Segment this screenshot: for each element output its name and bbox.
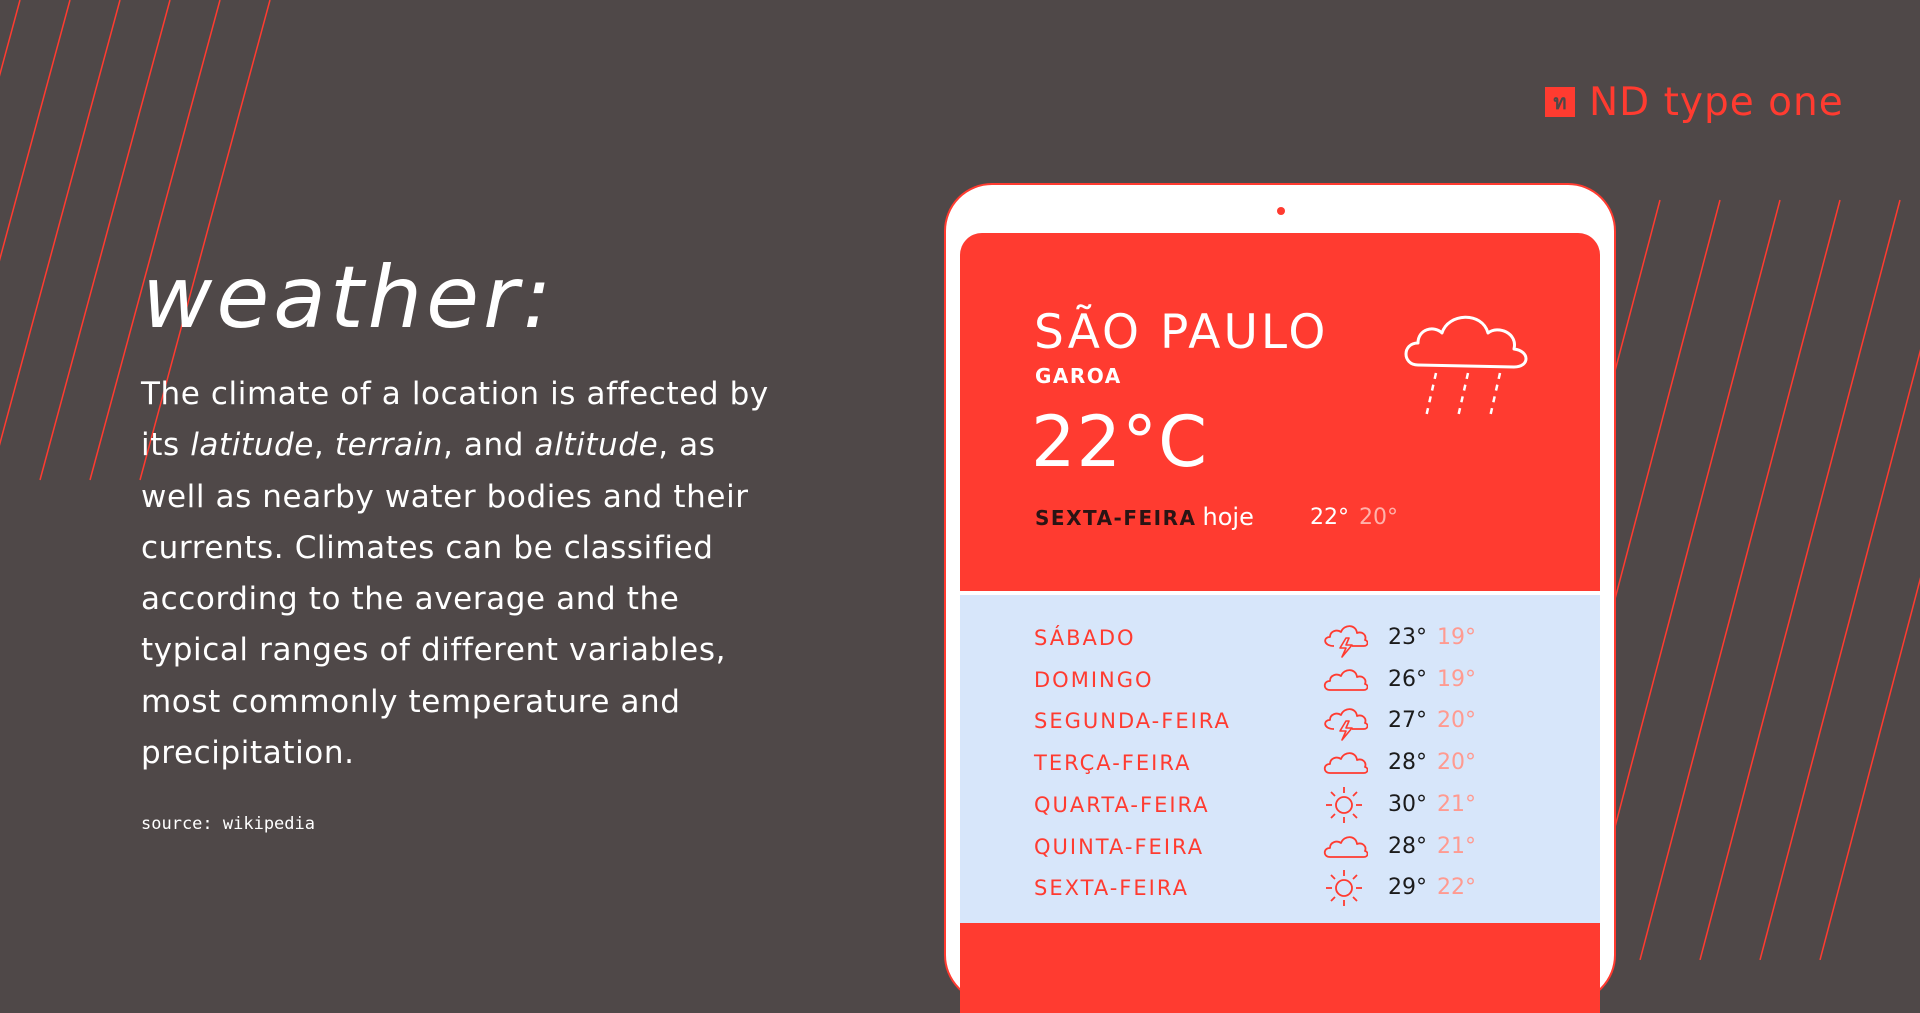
body-text-part: The climate of a location is affected by its <box>141 376 769 464</box>
rain-cloud-icon <box>1396 293 1536 423</box>
current-weather-panel <box>960 233 1600 591</box>
forecast-row <box>960 618 1600 658</box>
forecast-day: QUINTA-FEIRA <box>1034 834 1205 859</box>
forecast-row <box>960 701 1600 741</box>
forecast-high: 28° <box>1388 750 1427 776</box>
decorative-line <box>1760 200 1920 960</box>
thunderstorm-icon <box>1320 701 1368 745</box>
article-body <box>141 369 781 779</box>
forecast-day: SEXTA-FEIRA <box>1034 876 1189 901</box>
forecast-low: 21° <box>1437 833 1476 859</box>
today-low-temp: 20° <box>1359 505 1398 530</box>
body-text-part: , as well as nearby water bodies and their currents. Climates can be classified according to the average and the typical ranges of different variables, most commonly temperature and precipitation. <box>141 427 749 772</box>
forecast-low: 19° <box>1437 625 1476 650</box>
today-label: hoje <box>1202 503 1254 531</box>
tablet-camera <box>1277 207 1285 215</box>
forecast-row <box>960 827 1600 867</box>
body-text-part: , <box>313 427 335 464</box>
forecast-day: DOMINGO <box>1034 667 1154 692</box>
sun-icon <box>1320 868 1368 912</box>
forecast-row <box>960 785 1600 825</box>
forecast-high: 27° <box>1388 708 1427 734</box>
brand-name: ND type one <box>1589 79 1844 125</box>
weather-app-screen <box>960 233 1600 1013</box>
article-headline: weather: <box>142 248 556 348</box>
forecast-day: SÁBADO <box>1034 626 1136 650</box>
forecast-low: 20° <box>1437 708 1476 734</box>
cloud-icon <box>1320 660 1368 704</box>
current-temperature: 22°C <box>1031 401 1208 483</box>
weather-condition: GAROA <box>1035 364 1122 388</box>
cloud-icon <box>1320 743 1368 787</box>
forecast-day: TERÇA-FEIRA <box>1034 751 1192 776</box>
today-day-name: SEXTA-FEIRA <box>1035 506 1197 530</box>
forecast-row <box>960 743 1600 783</box>
tablet-device <box>944 183 1616 1003</box>
forecast-low: 19° <box>1437 666 1476 692</box>
forecast-low: 20° <box>1437 750 1476 776</box>
forecast-high: 23° <box>1388 625 1427 650</box>
source-credit: source: wikipedia <box>141 814 315 834</box>
body-italic-terrain: terrain <box>334 427 444 464</box>
brand-logo <box>1545 80 1844 124</box>
cloud-icon <box>1320 827 1368 871</box>
body-italic-altitude: altitude <box>534 427 659 464</box>
decorative-line <box>1640 200 1840 960</box>
today-row <box>1035 503 1254 531</box>
brand-mark-icon: ท <box>1545 87 1575 117</box>
forecast-low: 22° <box>1437 875 1476 901</box>
forecast-high: 28° <box>1388 833 1427 859</box>
forecast-high: 26° <box>1388 666 1427 692</box>
forecast-high: 29° <box>1388 875 1427 901</box>
body-italic-latitude: latitude <box>190 427 314 464</box>
forecast-day: QUARTA-FEIRA <box>1034 792 1210 817</box>
city-name: SÃO PAULO <box>1034 305 1329 360</box>
forecast-high: 30° <box>1388 791 1427 817</box>
body-text-part: , and <box>443 427 535 464</box>
panel-separator <box>960 591 1600 595</box>
forecast-low: 21° <box>1437 791 1476 817</box>
today-high-temp: 22° <box>1310 505 1349 530</box>
thunderstorm-icon <box>1320 618 1368 662</box>
sun-icon <box>1320 785 1368 829</box>
forecast-day: SEGUNDA-FEIRA <box>1034 709 1231 734</box>
decorative-line <box>1700 200 1900 960</box>
forecast-row <box>960 660 1600 700</box>
bottom-bar <box>960 923 1600 1013</box>
forecast-row <box>960 868 1600 908</box>
